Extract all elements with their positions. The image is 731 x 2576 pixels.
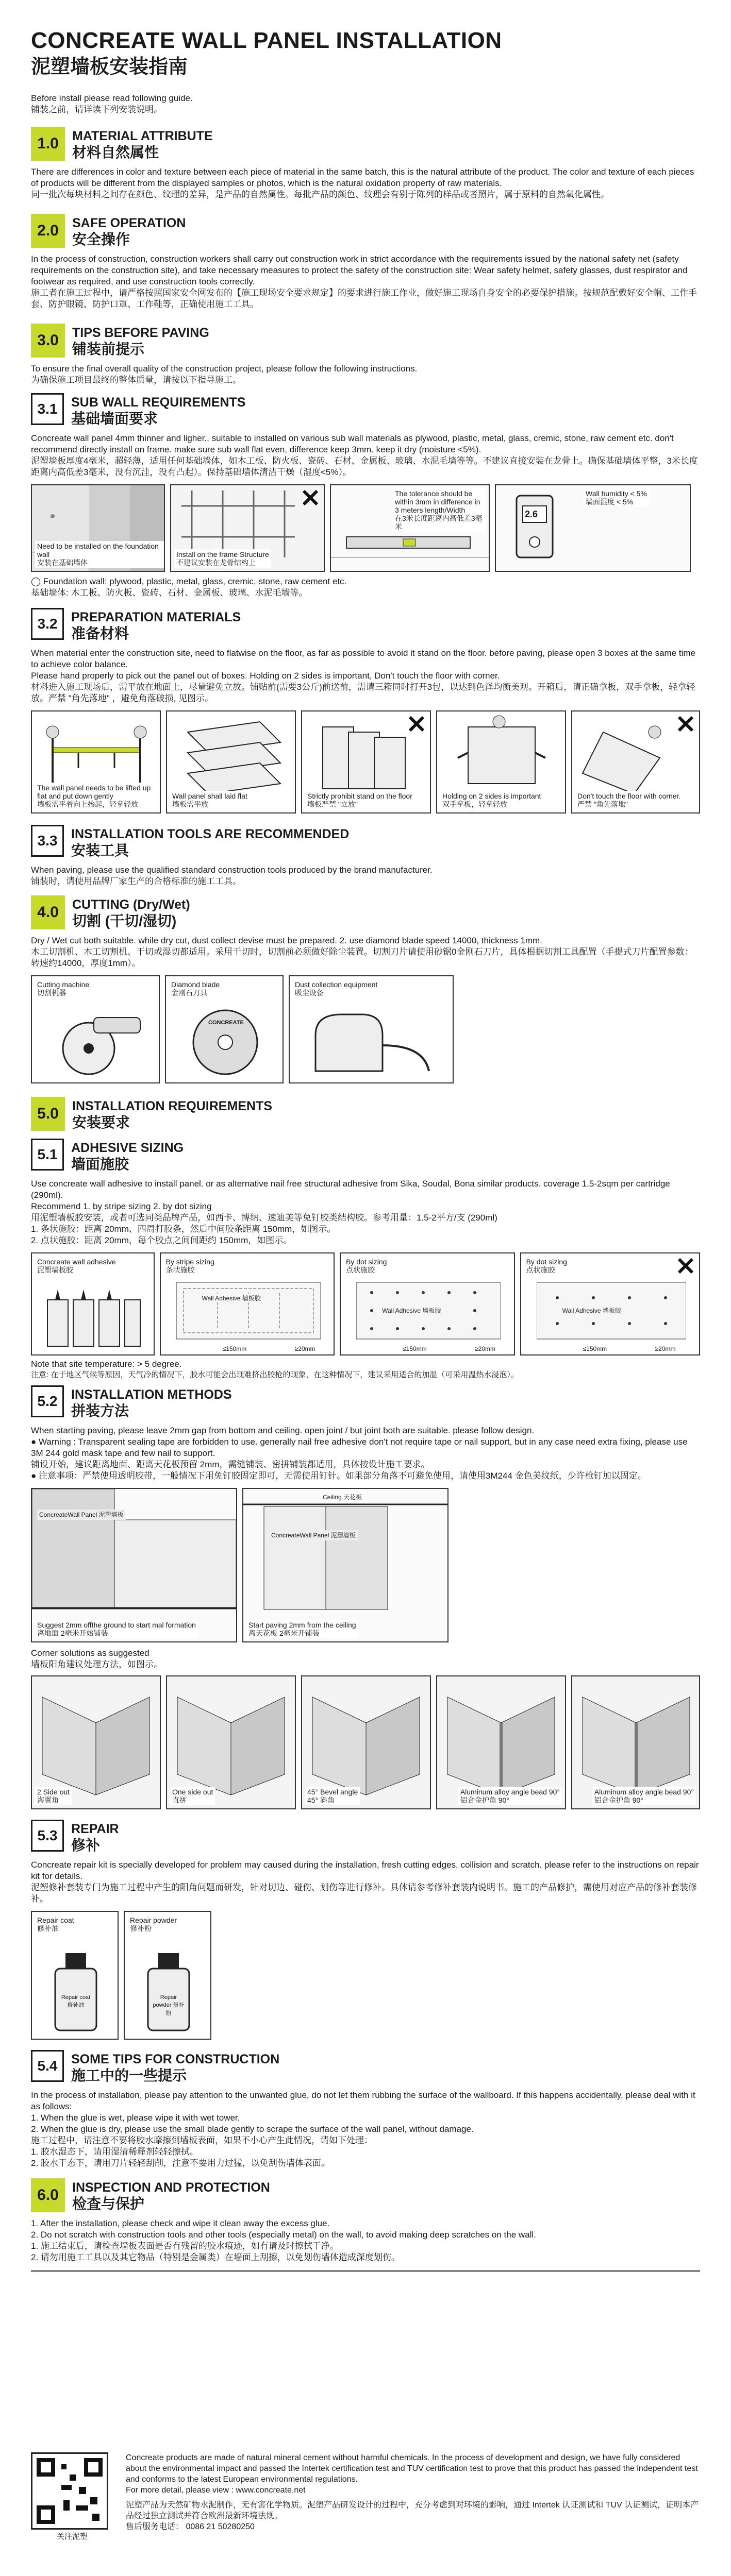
footer-tel: 售后服务电话： 0086 21 50280250	[126, 2522, 255, 2531]
figure-caption-cn: 修补粉	[130, 1924, 152, 1933]
ceiling-label: Ceiling 天花板	[321, 1492, 364, 1502]
section-3-text-cn: 为确保施工项目最终的整体质量，请按以下指导施工。	[31, 375, 241, 385]
cross-icon	[407, 715, 426, 733]
figure-caption-en: Repair coat	[37, 1916, 74, 1924]
figure-caption-en: Dust collection equipment	[295, 980, 378, 989]
section-number-badge: 3.3	[31, 825, 64, 857]
figure-caption-cn: 泥塑墙板胶	[37, 1266, 73, 1274]
figure-caption-cn: 双手拿板，轻拿轻放	[442, 800, 507, 808]
qr-block	[31, 2452, 113, 2542]
adhesive-inner-label: Wall Adhesive 墙板胶	[382, 1307, 441, 1314]
section-title-cn: 基础墙面要求	[71, 411, 158, 427]
section-number-badge: 3.2	[31, 608, 64, 640]
section-title-cn: 安装工具	[71, 842, 129, 858]
section-1-text-cn: 同一批次每块材料之间存在颜色、纹理的差异，是产品的自然属性。每批产品的颜色、纹理会有别于陈列的样品或者照片，属于原料的自然氧化属性。	[31, 190, 609, 199]
figure-caption-cn: 墙板需平着向上抬起，轻拿轻放	[37, 800, 138, 808]
section-3-header	[31, 324, 700, 358]
methods-figures	[31, 1488, 700, 1642]
section-number-badge: 1.0	[31, 127, 65, 161]
footer	[31, 2452, 700, 2542]
section-title-en: INSPECTION AND PROTECTION	[72, 2180, 270, 2195]
dimension-label: ≤150mm	[222, 1345, 247, 1352]
section-6-text-en: 1. After the installation, please check and wipe it clean away the excess glue. 2. Do not scratch with construction tools and other tools (especially metal) on the wall, to avoid making deep scratches on the wall.	[31, 2218, 536, 2240]
figure-caption-cn: 墙面湿度 < 5%	[586, 498, 634, 506]
figure-caption-cn: 墙板严禁 "立放"	[307, 800, 358, 808]
section-title-cn: 检查与保护	[72, 2196, 145, 2212]
figure-caption-cn: 点状施胶	[346, 1266, 375, 1274]
figure-caption-cn: 45° 斜角	[307, 1796, 335, 1804]
figure-caption-cn: 切割机器	[37, 989, 66, 997]
section-4-text-en: Dry / Wet cut both suitable. while dry cut, dust collect devise must be prepared. 2. use diamond blade speed 14000, thickness 1mm.	[31, 936, 542, 945]
cutting-figures	[31, 975, 700, 1083]
section-title-en: CUTTING (Dry/Wet)	[72, 897, 190, 912]
foundation-note-cn: 基础墙体: 木工板、防火板、瓷砖、石材、金属板、玻璃、水泥毛墙等。	[31, 588, 308, 598]
section-title-en: SUB WALL REQUIREMENTS	[71, 395, 246, 410]
figure-caption-cn: 海翼角	[37, 1796, 59, 1804]
dimension-label: ≤150mm	[403, 1345, 427, 1352]
figure-caption-cn: 铝合金护角 90°	[460, 1796, 509, 1804]
qr-code-icon	[32, 2454, 107, 2528]
section-5-2-text-cn-1: 铺设开始，建议距离地面、距离天花板预留 2mm，需缝铺装、密拼铺装都适用，具体按设计施工要求。	[31, 1460, 430, 1469]
section-number-badge: 5.2	[31, 1385, 64, 1417]
figure-caption-en: Repair powder	[130, 1916, 177, 1924]
figure-adhesive	[31, 1252, 155, 1355]
cross-icon	[301, 488, 320, 507]
section-title-en: SOME TIPS FOR CONSTRUCTION	[71, 2052, 280, 2066]
section-title-en: REPAIR	[71, 1822, 119, 1836]
section-title-cn: 铺装前提示	[72, 341, 145, 357]
section-number-badge: 5.3	[31, 1820, 64, 1852]
figure-foundation-wall	[31, 484, 165, 572]
bottle-label: Repair coat 修补油	[61, 1994, 91, 2008]
section-number-badge: 5.4	[31, 2050, 64, 2082]
preparation-figures	[31, 710, 700, 814]
stripe-diagram	[176, 1282, 321, 1344]
ceiling-start-illustration	[243, 1489, 447, 1641]
figure-caption-en: Aluminum alloy angle bead 90°	[594, 1788, 694, 1796]
corner-text-cn: 墙板阳角建议处理方法，如图示。	[31, 1659, 162, 1669]
section-3-2-header	[31, 608, 700, 642]
corner-text-en: Corner solutions as suggested	[31, 1648, 149, 1658]
section-2-text-en: In the process of construction, construction workers shall carry out construction work in strict accordance with the requirements issued by the national safety net (safety requirements on the construction site), and take necessary measures to protect the safety of the construction site: Wear safety helmet, safety glasses, dust respirator and footwear as required, and use construction tools correctly.	[31, 254, 688, 286]
section-5-2-header	[31, 1385, 700, 1420]
section-title-cn: 墙面施胶	[71, 1156, 129, 1172]
bottle-label: Repair powder 修补粉	[153, 1994, 185, 2016]
section-5-2-text-cn-2: ● 注意事项：严禁使用透明胶带，一般情况下用免钉胶固定即可，无需使用钉针。如果部分角落不可避免使用，请使用3M244 金色美纹纸，少许枪钉加以固定。	[31, 1471, 646, 1481]
section-title-en: TIPS BEFORE PAVING	[72, 326, 209, 340]
section-5-1-text-en-1: Use concreate wall adhesive to install panel. or as alternative nail free structural adhesive from Sika, Soudal, Bona similar products. coverage 1.5-2sqm per cartridge (290ml).	[31, 1179, 670, 1200]
saw-icon	[47, 1007, 145, 1079]
section-3-text-en: To ensure the final overall quality of the construction project, please follow the following instructions.	[31, 364, 418, 374]
figure-no-corner	[571, 710, 700, 814]
section-title-en: MATERIAL ATTRIBUTE	[72, 129, 213, 143]
figure-dot-sizing-wrong	[520, 1252, 700, 1355]
section-5-2-text-en-1: When starting paving, please leave 2mm gap from bottom and ceiling. open joint / but joint both are suitable. please follow design.	[31, 1426, 535, 1435]
section-title-en: INSTALLATION TOOLS ARE RECOMMENDED	[71, 827, 350, 841]
figure-caption-cn: 点状施胶	[526, 1266, 555, 1274]
section-3-2-text-en-2: Please hand properly to pick out the panel out of boxes. Holding on 2 sides is important, Don't touch the floor with corner.	[31, 671, 500, 681]
adhesive-tube-icon	[42, 1290, 145, 1351]
figure-caption-en: Strictly prohibit stand on the floor	[307, 792, 412, 800]
section-title-cn: 切割 (干切/湿切)	[72, 913, 177, 929]
section-3-1-text-en: Concreate wall panel 4mm thinner and ligher., suitable to installed on various sub wall materials as plywood, plastic, metal, glass, cremic, stone, raw cement etc. don't recommend directly install on frame. make sure sub wall flat even, difference keep 3mm. keep it dry (moisture <5%).	[31, 433, 674, 454]
figure-humidity	[495, 484, 691, 572]
section-1-header	[31, 127, 700, 161]
figure-no-stand	[301, 710, 431, 814]
figure-caption-en: By stripe sizing	[165, 1258, 214, 1266]
temperature-note-cn: 注意: 在于地区气候等原因，天气冷的情况下，胶水可能会出现难挤出胶枪的现象，在这种情况下，建议采用适合的加温（可采用温热水浸泡）。	[31, 1370, 519, 1379]
figure-lift-flat	[31, 710, 161, 814]
figure-caption-cn: 安装在基础墙体	[37, 558, 88, 567]
section-number-badge: 4.0	[31, 895, 65, 929]
section-5-4-header	[31, 2050, 700, 2084]
figure-dot-sizing	[340, 1252, 514, 1355]
section-title-en: SAFE OPERATION	[72, 216, 186, 230]
section-5-3-text-cn: 泥塑修补套装专门为施工过程中产生的阳角问题而研发，针对切边、碰伤、划伤等进行修补。具体请参考修补套装内说明书。施工的产品修护，需使用对应产品的修补套装修补。	[31, 1883, 697, 1904]
section-title-cn: 施工中的一些提示	[71, 2067, 187, 2083]
figure-caption-en: Concreate wall adhesive	[37, 1258, 116, 1266]
section-3-1-header	[31, 393, 700, 428]
section-3-3-text-cn: 铺装时，请使用品牌厂家生产的合格标准的施工工具。	[31, 876, 241, 886]
figure-caption-en: By dot sizing	[346, 1258, 387, 1266]
figure-caption-en: 2 Side out	[37, 1788, 70, 1796]
figure-caption-en: Aluminum alloy angle bead 90°	[460, 1788, 560, 1796]
section-5-3-header	[31, 1820, 700, 1854]
figure-caption-cn: 修补油	[37, 1924, 59, 1933]
figure-caption-en: Start paving 2mm from the ceiling	[248, 1621, 356, 1629]
figure-stripe-sizing	[160, 1252, 335, 1355]
section-2-text-cn: 施工者在施工过程中，请严格按照国家安全网发布的【施工现场安全要求规定】的要求进行施工作业，做好施工现场自身安全的必要保护措施。按规范配戴好安全帽、工作手套、防护眼镜、防护口罩、工作鞋等，正确使用施工工具。	[31, 288, 697, 309]
figure-caption-en: Wall panel shall laid flat	[172, 792, 247, 800]
figure-hold-two-sides	[436, 710, 566, 814]
adhesive-figures	[31, 1252, 700, 1355]
figure-repair-coat	[31, 1911, 119, 2040]
section-6-header	[31, 2178, 700, 2213]
temperature-note-en: Note that site temperature: > 5 degree.	[31, 1359, 182, 1369]
figure-caption-cn: 严禁 "角先落地"	[577, 800, 628, 808]
dimension-label: ≥20mm	[475, 1345, 496, 1352]
figure-caption-cn: 直拼	[172, 1796, 187, 1804]
repair-figures	[31, 1911, 700, 2040]
footer-divider	[31, 2270, 700, 2272]
figure-caption-en: The tolerance should be within 3mm in difference in 3 meters length/Width	[395, 489, 480, 514]
figure-caption-en: Holding on 2 sides is important	[442, 792, 541, 800]
figure-caption-en: Install on the frame Structure	[176, 550, 269, 558]
figure-caption-en: Wall humidity < 5%	[586, 489, 647, 498]
blade-icon	[189, 1006, 261, 1078]
figure-caption-en: Don't touch the floor with corner.	[577, 792, 681, 800]
figure-caption-en: By dot sizing	[526, 1258, 567, 1266]
section-number-badge: 3.1	[31, 393, 64, 425]
figure-caption-cn: 条状施胶	[165, 1266, 195, 1274]
section-3-3-text-en: When paving, please use the qualified standard construction tools produced by the brand manufacturer.	[31, 865, 433, 875]
dimension-label: ≥20mm	[294, 1345, 315, 1352]
section-5-4-text-cn: 施工过程中，请注意不要将胶水摩擦到墙板表面，如果不小心产生此情况，请如下处理： 1. 胶水湿态下，请用湿清稀释剂轻轻擦拭。 2. 胶水干态下，请用刀片轻轻刮削，注意不要用力过猛，以免刮伤墙体表面。	[31, 2136, 373, 2168]
foundation-note-en: ◯ Foundation wall: plywood, plastic, metal, glass, cremic, stone, raw cement etc.	[31, 577, 347, 586]
figure-corner-alu-1	[436, 1675, 566, 1809]
section-4-header	[31, 895, 700, 930]
section-4-text-cn: 木工切割机、木工切割机、干切或湿切都适用。采用干切时，切割前必须做好除尘装置。切割刀片请使用砂锯0金刚石刀片，具体根据切割工具配置（手提式刀片配置参数：转速约14000，厚度1mm）。	[31, 947, 693, 968]
section-title-cn: 材料自然属性	[72, 144, 159, 160]
section-5-4-text-en: In the process of installation, please pay attention to the unwanted glue, do not let them rubbing the surface of the wallboard. If this happens accidentally, please deal with it as follows: 1. When the glue is wet, please wipe it with wet tower. 2. When the glue is dry, please use the small blade gently to scrape the surface of the wall panel, without damage.	[31, 2090, 695, 2134]
section-5-2-text-en-2: ● Warning : Transparent sealing tape are forbidden to use. generally nail free adhesive don't not require tape or nail support, but in any case need extra fixing, please use 3M 244 gold mask tape and few nail to support.	[31, 1437, 688, 1458]
figure-caption-cn: 吸尘设备	[295, 989, 324, 997]
cross-icon	[676, 715, 695, 733]
figure-corner-bevel	[301, 1675, 431, 1809]
figure-caption-en: Cutting machine	[37, 980, 90, 989]
figure-caption-en: Diamond blade	[171, 980, 220, 989]
panel-label: ConcreateWall Panel 泥塑墙板	[37, 1510, 126, 1520]
figure-laid-flat	[166, 710, 296, 814]
blade-brand-text: CONCREATE	[208, 1020, 244, 1026]
corner-figures	[31, 1675, 700, 1809]
page-title-cn: 泥塑墙板安装指南	[31, 56, 188, 78]
section-title-en: PREPARATION MATERIALS	[71, 610, 241, 624]
figure-caption-cn: 在3米长度距离内高低差3毫米	[395, 514, 483, 531]
section-title-cn: 准备材料	[71, 625, 129, 641]
figure-dust-collector	[289, 975, 454, 1083]
section-title-en: INSTALLATION REQUIREMENTS	[72, 1099, 272, 1113]
figure-caption-cn: 离天花板 2毫米开铺装	[248, 1629, 320, 1637]
intro-en: Before install please read following guide.	[31, 93, 193, 103]
qr-label: 关注泥塑	[56, 2532, 88, 2541]
figure-start-floor	[31, 1488, 237, 1642]
section-5-3-text-en: Concreate repair kit is specially developed for problem may caused during the installation, fresh cutting edges, collision and scratch. please refer to the instructions on repair kit for details.	[31, 1860, 699, 1881]
sub-wall-figures	[31, 484, 700, 572]
figure-caption-cn: 铝合金护角 90°	[594, 1796, 643, 1804]
section-2-header	[31, 214, 700, 248]
footer-more-link[interactable]: For more detail, please view : www.concreate.net	[126, 2486, 306, 2495]
section-number-badge: 5.1	[31, 1139, 64, 1171]
section-5-1-text-cn: 用泥塑墙板胶安装，或者可选同类品牌产品，如西卡、博纳、速迪美等免钉胶类结构胶。参考用量：1.5-2平方/支 (290ml) 1. 条状施胶：距离 20mm、四周打胶条，然后中间胶条距离 150mm，如图示。 2. 点状施胶：距离 20mm，每个胶点之间间距约 150mm，如图示。	[31, 1213, 497, 1245]
section-number-badge: 2.0	[31, 214, 65, 248]
figure-caption-en: One side out	[172, 1788, 213, 1796]
intro-cn: 铺装之前，请详读下列安装说明。	[31, 105, 162, 114]
figure-caption-cn: 金刚石刀具	[171, 989, 207, 997]
figure-caption-en: 45° Bevel angle	[307, 1788, 358, 1796]
section-title-en: ADHESIVE SIZING	[71, 1141, 184, 1155]
footer-text-cn: 泥塑产品为天然矿物水泥制作，无有害化学物质。泥塑产品研发设计的过程中，充分考虑到对环境的影响，通过 Intertek 认证测试和 TUV 认证测试，证明本产品经过独立测试并符合欧洲最新环境法规。	[126, 2501, 699, 2520]
figure-corner-alu-2	[571, 1675, 700, 1809]
figure-caption-cn: 不建议安装在龙骨结构上	[176, 558, 256, 567]
figure-frame-structure	[170, 484, 325, 572]
figure-corner-two-side	[31, 1675, 161, 1809]
figure-caption-en: The wall panel needs to be lifted up flat and put down gently	[37, 784, 151, 800]
figure-start-ceiling	[242, 1488, 448, 1642]
figure-caption-en: Need to be installed on the foundation wall	[37, 542, 159, 558]
section-3-1-text-cn: 泥塑墙板厚度4毫米，超轻薄，适用任何基础墙体，如木工板、防火板、瓷砖、石材、金属板、玻璃、水泥毛墙等等。不建议直接安装在龙骨上。确保基础墙体平整，3米长度距离内高低差3毫米，没有沉洼，没有凸起）。保持基础墙体清洁干燥（湿度<5%）。	[31, 456, 698, 477]
page-title: CONCREATE WALL PANEL INSTALLATION	[31, 28, 502, 53]
section-5-1-header	[31, 1139, 700, 1173]
section-3-3-header	[31, 825, 700, 859]
figure-diamond-blade	[165, 975, 284, 1083]
section-title-cn: 拼装方法	[71, 1403, 129, 1419]
section-title-en: INSTALLATION METHODS	[71, 1387, 232, 1402]
section-5-1-text-en-2: Recommend 1. by stripe sizing 2. by dot sizing	[31, 1201, 212, 1211]
figure-repair-powder	[124, 1911, 211, 2040]
section-number-badge: 5.0	[31, 1097, 65, 1131]
adhesive-inner-label: Wall Adhesive 墙板胶	[562, 1307, 621, 1314]
dimension-label: ≤150mm	[583, 1345, 607, 1352]
adhesive-inner-label: Wall Adhesive 墙板胶	[202, 1295, 261, 1302]
figure-cutting-machine	[31, 975, 160, 1083]
vacuum-icon	[305, 1004, 444, 1081]
section-3-2-text-cn: 材料进入施工现场后，需平放在地面上，尽量避免立放。铺贴前(需要3公斤)前送前，需请三箱同时打开3包，以达到色泽均衡美观。开箱后，请正确拿板，双手拿板，轻拿轻放。严禁 "角先落地" ，避免角落破损, 见图示。	[31, 682, 695, 703]
section-title-cn: 安全操作	[72, 231, 130, 247]
cross-icon	[676, 1257, 695, 1275]
figure-caption-cn: 墙板需平放	[172, 800, 208, 808]
section-1-text-en: There are differences in color and texture between each piece of material in the same batch, this is the natural attribute of the product. The color and texture of each pieces of products will be different from the displayed samples or photos, which is the natural oxidation property of raw materials.	[31, 167, 694, 188]
figure-caption-en: Suggest 2mm offthe ground to start mal formation	[37, 1621, 196, 1629]
dimension-label: ≥20mm	[655, 1345, 676, 1352]
section-title-cn: 修补	[71, 1837, 101, 1853]
section-3-2-text-en-1: When material enter the construction site, need to flatwise on the floor, as far as possible to avoid it stand on the floor. before paving, please open 3 boxes at the same time to achieve color balance.	[31, 648, 695, 669]
figure-tolerance	[330, 484, 490, 572]
figure-corner-one-side	[166, 1675, 296, 1809]
section-title-cn: 安装要求	[72, 1114, 130, 1130]
section-number-badge: 6.0	[31, 2178, 65, 2212]
section-5-header	[31, 1097, 700, 1131]
humidity-meter-reading: 2.6	[525, 509, 538, 519]
qr-code[interactable]	[31, 2452, 108, 2530]
footer-text-en: Concreate products are made of natural mineral cement without harmful chemicals. In the process of development and design, we have fully considered about the environmental impact and passed the Intertek certification test and TUV certification test to prove that this product has passed the independent test and conforms to the latest European environmental regulations.	[126, 2453, 698, 2484]
footer-text	[126, 2452, 700, 2542]
figure-caption-cn: 离地面 2毫米开始铺装	[37, 1629, 108, 1637]
section-6-text-cn: 1. 施工结束后，请检查墙板表面是否有残留的胶水痕迹，如有请及时擦拭干净。 2. 请勿用施工工具以及其它物品（特别是金属类）在墙面上刮擦，以免划伤墙体造成深度划伤。	[31, 2241, 400, 2262]
panel-label: ConcreateWall Panel 泥塑墙板	[269, 1530, 358, 1540]
section-number-badge: 3.0	[31, 324, 65, 358]
